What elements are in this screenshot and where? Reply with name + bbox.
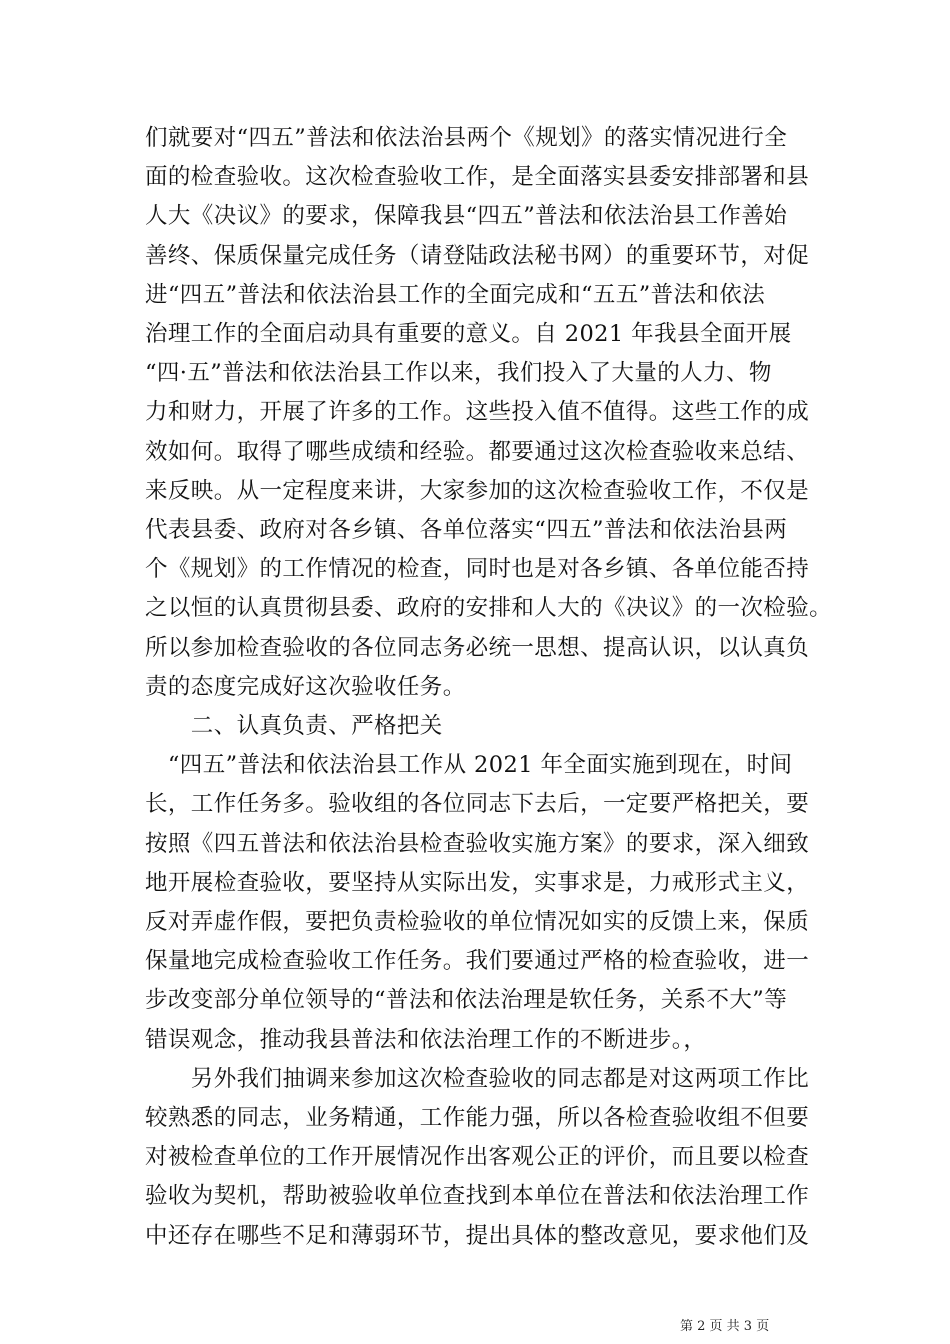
text-line: 地开展检查验收，要坚持从实际出发，实事求是，力戒形式主义， bbox=[145, 869, 810, 896]
text-line: 验收为契机，帮助被验收单位查找到本单位在普法和依法治理工作 bbox=[145, 1183, 810, 1210]
text-line: 进“四五”普法和依法治县工作的全面完成和“五五”普法和依法 bbox=[145, 281, 766, 308]
text-line: 按照《四五普法和依法治县检查验收实施方案》的要求，深入细致 bbox=[145, 830, 810, 857]
text-line: 长，工作任务多。验收组的各位同志下去后，一定要严格把关，要 bbox=[145, 791, 810, 818]
text-line: 步改变部分单位领导的“普法和依法治理是软任务，关系不大”等 bbox=[145, 987, 788, 1014]
text-line: 另外我们抽调来参加这次检查验收的同志都是对这两项工作比 bbox=[145, 1065, 810, 1092]
text-line: 个《规划》的工作情况的检查，同时也是对各乡镇、各单位能否持 bbox=[145, 556, 810, 583]
text-line: 效如何。取得了哪些成绩和经验。都要通过这次检查验收来总结、 bbox=[145, 438, 810, 465]
text-line: 责的态度完成好这次验收任务。 bbox=[145, 673, 466, 700]
text-line: 人大《决议》的要求，保障我县“四五”普法和依法治县工作善始 bbox=[145, 203, 788, 230]
text-line: 力和财力，开展了许多的工作。这些投入值不值得。这些工作的成 bbox=[145, 399, 810, 426]
text-line: 对被检查单位的工作开展情况作出客观公正的评价，而且要以检查 bbox=[145, 1144, 810, 1171]
text-line: “四·五”普法和依法治县工作以来，我们投入了大量的人力、物 bbox=[145, 360, 772, 387]
text-line: 代表县委、政府对各乡镇、各单位落实“四五”普法和依法治县两 bbox=[145, 517, 788, 543]
section-heading: 二、认真负责、严格把关 bbox=[145, 713, 443, 739]
text-line: 来反映。从一定程度来讲，大家参加的这次检查验收工作，不仅是 bbox=[145, 477, 810, 504]
text-line: 们就要对“四五”普法和依法治县两个《规划》的落实情况进行全 bbox=[145, 125, 788, 151]
text-line: 治理工作的全面启动具有重要的意义。自 2021 年我县全面开展 bbox=[145, 321, 792, 347]
text-line: 中还存在哪些不足和薄弱环节，提出具体的整改意见，要求他们及 bbox=[145, 1222, 810, 1249]
page-number: 第 2 页 共 3 页 bbox=[680, 1319, 770, 1334]
text-line: 保量地完成检查验收工作任务。我们要通过严格的检查验收，进一 bbox=[145, 948, 810, 975]
text-line: 面的检查验收。这次检查验收工作，是全面落实县委安排部署和县 bbox=[145, 164, 810, 191]
text-line: “四五”普法和依法治县工作从 2021 年全面实施到现在，时间 bbox=[145, 752, 793, 779]
text-line: 善终、保质保量完成任务（请登陆政法秘书网）的重要环节，对促 bbox=[145, 242, 810, 269]
text-line: 所以参加检查验收的各位同志务必统一思想、提高认识，以认真负 bbox=[145, 634, 810, 661]
text-line: 反对弄虚作假，要把负责检验收的单位情况如实的反馈上来，保质 bbox=[145, 909, 810, 935]
text-line: 较熟悉的同志，业务精通，工作能力强，所以各检查验收组不但要 bbox=[145, 1105, 810, 1131]
text-line: 之以恒的认真贯彻县委、政府的安排和人大的《决议》的一次检验。 bbox=[145, 595, 833, 622]
text-line: 错误观念，推动我县普法和依法治理工作的不断进步。， bbox=[145, 1026, 707, 1053]
